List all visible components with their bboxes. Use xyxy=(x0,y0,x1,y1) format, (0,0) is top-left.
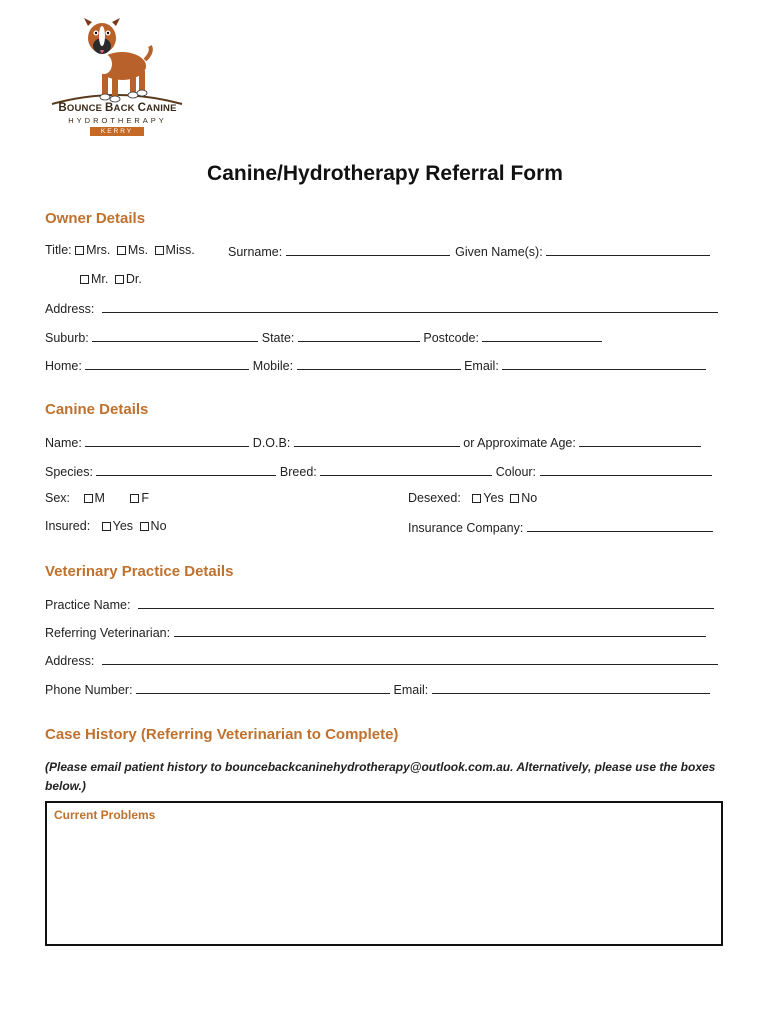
referring-vet-row: Referring Veterinarian: xyxy=(45,624,706,640)
checkbox-sex-m[interactable] xyxy=(84,494,93,503)
logo-brand-text: BOUNCE BACK CANINE xyxy=(58,102,177,114)
suburb-input[interactable] xyxy=(92,329,258,342)
checkbox-sex-f[interactable] xyxy=(130,494,139,503)
given-names-input[interactable] xyxy=(546,243,710,256)
checkbox-desexed-no[interactable] xyxy=(510,494,519,503)
canine-species-row: Species: Breed: Colour: xyxy=(45,463,712,479)
checkbox-desexed-yes[interactable] xyxy=(472,494,481,503)
postcode-input[interactable] xyxy=(482,329,602,342)
case-history-heading: Case History (Referring Veterinarian to Complete) xyxy=(45,726,399,743)
referring-vet-input[interactable] xyxy=(174,624,706,637)
checkbox-mrs[interactable] xyxy=(75,246,84,255)
vet-details-heading: Veterinary Practice Details xyxy=(45,563,234,580)
practice-name-row: Practice Name: xyxy=(45,596,714,612)
home-phone-input[interactable] xyxy=(85,357,249,370)
insurance-company-row: Insurance Company: xyxy=(408,519,713,535)
owner-details-heading: Owner Details xyxy=(45,210,146,227)
checkbox-ms[interactable] xyxy=(117,246,126,255)
case-history-note: (Please email patient history to bouncebackcaninehydrotherapy@outlook.com.au. Alternatively, please use the boxes below.) xyxy=(45,760,716,793)
approx-age-input[interactable] xyxy=(579,434,701,447)
checkbox-dr[interactable] xyxy=(115,275,124,284)
company-logo xyxy=(50,8,185,144)
owner-contact-row: Home: Mobile: Email: xyxy=(45,357,706,373)
canine-details-heading: Canine Details xyxy=(45,401,149,418)
breed-input[interactable] xyxy=(320,463,492,476)
surname-field-row: Surname: Given Name(s): xyxy=(228,243,710,259)
species-input[interactable] xyxy=(96,463,276,476)
vet-phone-row: Phone Number: Email: xyxy=(45,681,710,697)
current-problems-box[interactable] xyxy=(45,801,723,946)
insurance-company-input[interactable] xyxy=(527,519,713,532)
owner-address-input[interactable] xyxy=(102,300,718,313)
state-input[interactable] xyxy=(298,329,420,342)
owner-title-row-2: Mr. Dr. xyxy=(80,272,142,286)
canine-sex-row: Sex: M F xyxy=(45,491,150,505)
owner-address-row: Address: xyxy=(45,300,718,316)
owner-email-input[interactable] xyxy=(502,357,706,370)
vet-email-input[interactable] xyxy=(432,681,710,694)
logo-tag: KERRY FOX xyxy=(90,127,144,136)
canine-name-row: Name: D.O.B: or Approximate Age: xyxy=(45,434,701,450)
surname-input[interactable] xyxy=(286,243,450,256)
checkbox-insured-yes[interactable] xyxy=(102,522,111,531)
practice-name-input[interactable] xyxy=(138,596,714,609)
page-title: Canine/Hydrotherapy Referral Form xyxy=(207,162,563,185)
dob-input[interactable] xyxy=(294,434,460,447)
owner-suburb-row: Suburb: State: Postcode: xyxy=(45,329,602,345)
checkbox-miss[interactable] xyxy=(155,246,164,255)
vet-address-row: Address: xyxy=(45,652,718,668)
current-problems-label: Current Problems xyxy=(54,808,156,822)
checkbox-insured-no[interactable] xyxy=(140,522,149,531)
checkbox-mr[interactable] xyxy=(80,275,89,284)
canine-insured-row: Insured: Yes No xyxy=(45,519,167,533)
dog-logo-icon xyxy=(50,8,185,108)
dog-name-input[interactable] xyxy=(85,434,249,447)
colour-input[interactable] xyxy=(540,463,712,476)
vet-address-input[interactable] xyxy=(102,652,718,665)
vet-phone-input[interactable] xyxy=(136,681,390,694)
canine-desexed-row: Desexed: Yes No xyxy=(408,491,538,505)
owner-title-row: Title: Mrs. Ms. Miss. xyxy=(45,243,195,257)
logo-subtitle: HYDROTHERAPY xyxy=(68,116,167,125)
mobile-phone-input[interactable] xyxy=(297,357,461,370)
